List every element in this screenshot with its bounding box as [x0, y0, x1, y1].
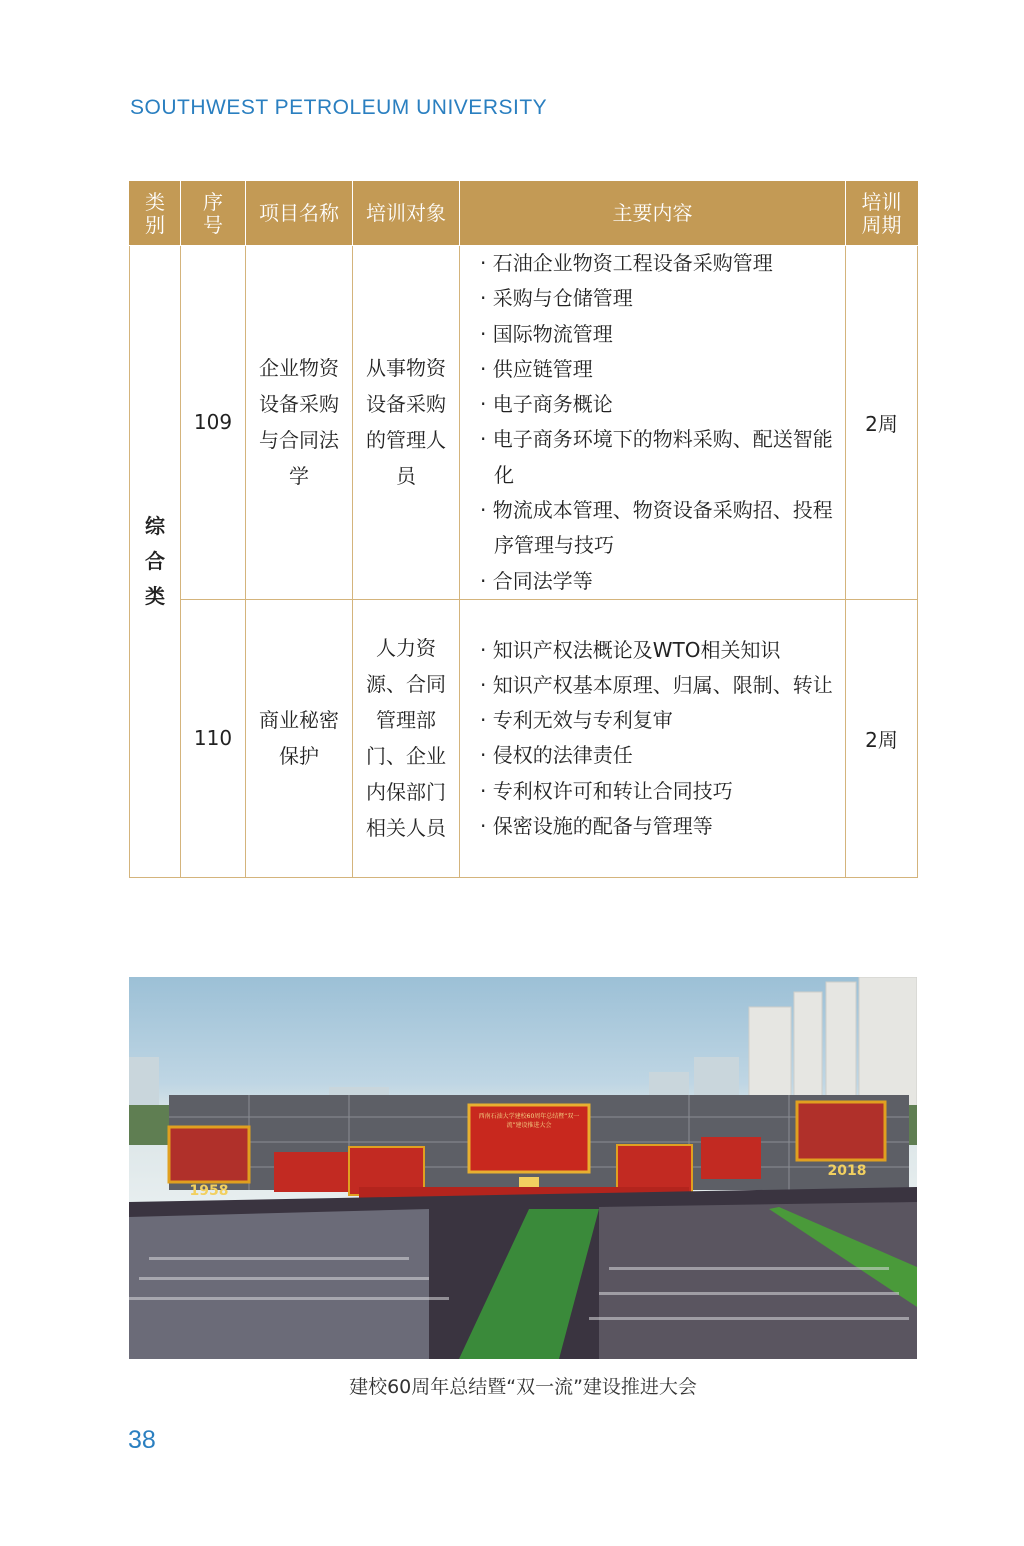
- year-label-left: 1958: [189, 1183, 229, 1199]
- list-item: · 合同法学等: [480, 564, 845, 599]
- list-item: · 专利无效与专利复审: [480, 703, 845, 738]
- list-item: · 供应链管理: [480, 352, 845, 387]
- list-item: · 国际物流管理: [480, 317, 845, 352]
- content-list: [460, 633, 845, 845]
- training-duration: 2周: [846, 599, 918, 877]
- header-content: 主要内容: [460, 182, 846, 246]
- category-cell: 综合类: [130, 246, 181, 878]
- table-row: [130, 246, 918, 600]
- list-item: · 采购与仓储管理: [480, 281, 845, 316]
- list-item: · 知识产权法概论及WTO相关知识: [480, 633, 845, 668]
- list-item: · 侵权的法律责任: [480, 738, 845, 773]
- university-header: SOUTHWEST PETROLEUM UNIVERSITY: [130, 96, 548, 119]
- header-target: 培训对象: [353, 182, 460, 246]
- photo-caption: 建校60周年总结暨“双一流”建设推进大会: [349, 1376, 697, 1398]
- training-course-table: [129, 181, 918, 878]
- table-header-row: [130, 182, 918, 246]
- content-list: [460, 246, 845, 599]
- list-item: · 电子商务环境下的物料采购、配送智能化: [480, 422, 845, 493]
- main-content: [460, 246, 846, 600]
- list-item: · 石油企业物资工程设备采购管理: [480, 246, 845, 281]
- stage-banner-text: 西南石油大学建校60周年总结暨“双一流”建设推进大会: [478, 1113, 580, 1129]
- header-category: 类别: [130, 182, 181, 246]
- list-item: · 专利权许可和转让合同技巧: [480, 774, 845, 809]
- row-number: 109: [181, 246, 246, 600]
- list-item: · 电子商务概论: [480, 387, 845, 422]
- list-item: · 知识产权基本原理、归属、限制、转让: [480, 668, 845, 703]
- header-number: 序号: [181, 182, 246, 246]
- list-item: · 物流成本管理、物资设备采购招、投程序管理与技巧: [480, 493, 845, 564]
- training-target: 从事物资设备采购的管理人员: [353, 246, 460, 600]
- table-row: [130, 599, 918, 877]
- anniversary-ceremony-photo: [129, 977, 917, 1359]
- page-number: 38: [128, 1426, 156, 1454]
- project-name: 商业秘密保护: [246, 599, 353, 877]
- row-number: 110: [181, 599, 246, 877]
- year-label-right: 2018: [827, 1163, 867, 1179]
- header-duration: 培训周期: [846, 182, 918, 246]
- training-duration: 2周: [846, 246, 918, 600]
- header-project-name: 项目名称: [246, 182, 353, 246]
- list-item: · 保密设施的配备与管理等: [480, 809, 845, 844]
- training-target: 人力资源、合同管理部门、企业内保部门相关人员: [353, 599, 460, 877]
- project-name: 企业物资设备采购与合同法学: [246, 246, 353, 600]
- main-content: [460, 599, 846, 877]
